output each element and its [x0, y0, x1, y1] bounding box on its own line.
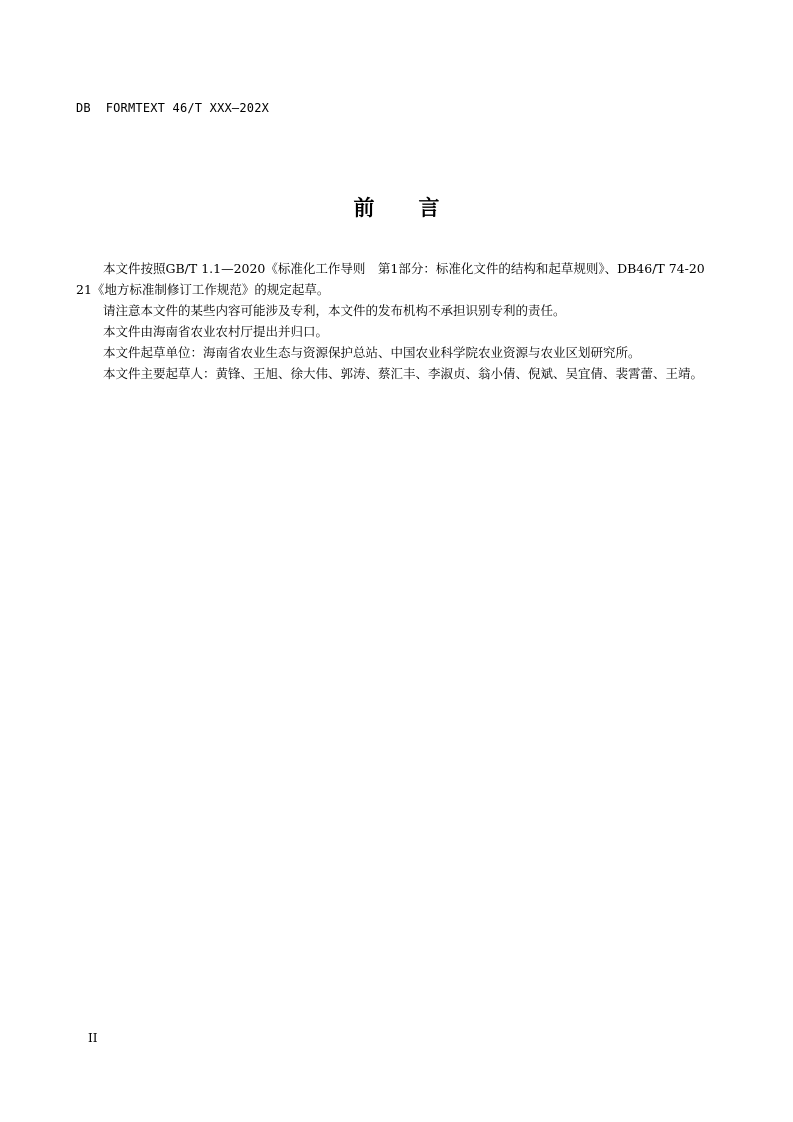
page-number: II — [88, 1031, 98, 1045]
paragraph-drafters: 本文件主要起草人：黄锋、王旭、徐大伟、郭涛、蔡汇丰、李淑贞、翁小倩、倪斌、吴宜倩、裴霄蕾、王靖。 — [103, 366, 704, 381]
paragraph-patent-notice: 请注意本文件的某些内容可能涉及专利，本文件的发布机构不承担识别专利的责任。 — [103, 303, 566, 318]
paragraph-drafting-units: 本文件起草单位：海南省农业生态与资源保护总站、中国农业科学院农业资源与农业区划研究所。 — [103, 345, 641, 360]
foreword-title: 前言 — [353, 196, 484, 220]
foreword-body — [76, 258, 708, 384]
paragraph-drafting-rules: 本文件按照GB/T 1.1—2020《标准化工作导则 第1部分：标准化文件的结构和起草规则》、DB46/T 74-2021《地方标准制修订工作规范》的规定起草。 — [76, 261, 705, 297]
paragraph-proposer: 本文件由海南省农业农村厅提出并归口。 — [103, 324, 329, 339]
document-code-header: DB FORMTEXT 46/T XXX—202X — [76, 101, 270, 115]
